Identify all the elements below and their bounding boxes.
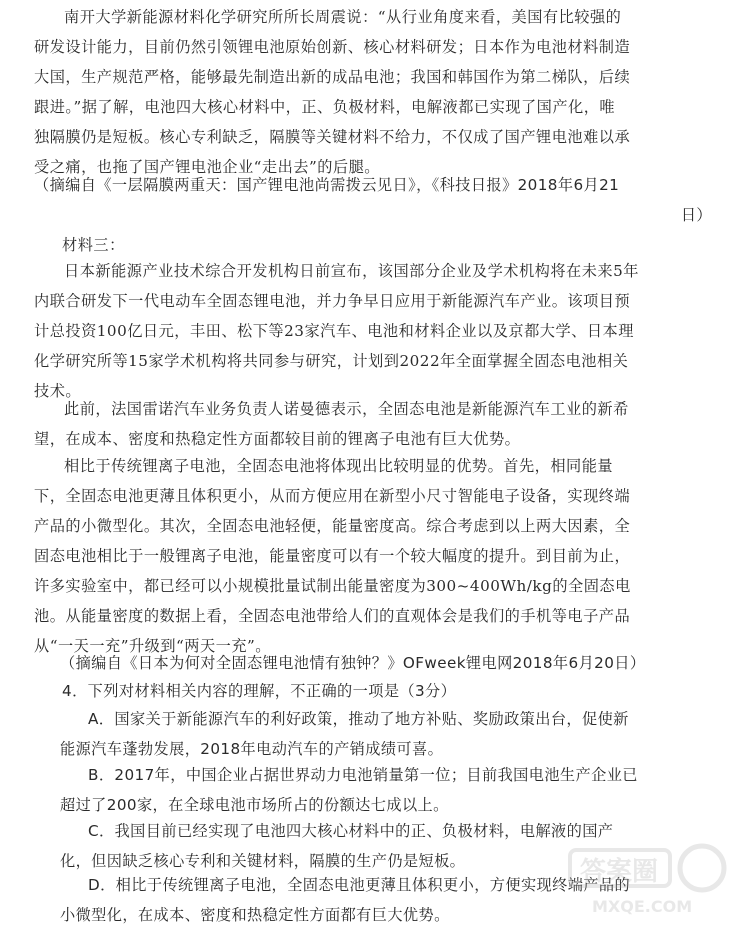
option-line: 化，但因缺乏核心专利和关键材料，隔膜的生产仍是短板。: [60, 852, 466, 870]
option-line: D．相比于传统锂离子电池，全固态电池更薄且体积更小，方便实现终端产品的: [88, 876, 631, 894]
text-line: 池。从能量密度的数据上看，全固态电池带给人们的直观体会是我们的手机等电子产品: [34, 607, 631, 625]
citation-line: （摘编自《日本为何对全固态锂电池情有独钟？》OFweek锂电网2018年6月20日）: [60, 654, 646, 672]
text-line: 研发设计能力，目前仍然引领锂电池原始创新、核心材料研发；日本作为电池材料制造: [34, 38, 631, 56]
option-c[interactable]: [60, 816, 712, 876]
option-b[interactable]: [60, 760, 712, 820]
text-line: 独隔膜仍是短板。核心专利缺乏，隔膜等关键材料不给力，不仅成了国产锂电池难以承: [34, 128, 631, 146]
option-line: B．2017年，中国企业占据世界动力电池销量第一位；目前我国电池生产企业已: [88, 766, 638, 784]
text-line: 产品的小微型化。其次，全固态电池轻便，能量密度高。综合考虑到以上两大因素，全: [34, 517, 631, 535]
source-citation-2: [60, 648, 720, 678]
text-line: 大国，生产规范严格，能够最先制造出新的成品电池；我国和韩国作为第二梯队，后续: [34, 68, 631, 86]
option-line: 小微型化，在成本、密度和热稳定性方面都有巨大优势。: [60, 906, 450, 924]
material3-paragraph-1: [34, 256, 710, 406]
text-line: 固态电池相比于一般锂离子电池，能量密度可以有一个较大幅度的提升。到目前为止，: [34, 547, 631, 565]
text-line: 计总投资100亿日元，丰田、松下等23家汽车、电池和材料企业以及京都大学、日本理: [34, 322, 634, 340]
option-d[interactable]: [60, 870, 712, 930]
option-line: 超过了200家，在全球电池市场所占的份额达七成以上。: [60, 796, 449, 814]
option-a[interactable]: [60, 704, 712, 764]
text-line: 从“一天一充”升级到“两天一充”。: [34, 637, 271, 655]
source-citation-1: [34, 170, 714, 230]
text-line: 望，在成本、密度和热稳定性方面都较目前的锂离子电池有巨大优势。: [34, 430, 521, 448]
watermark-top-text: 答案圈: [580, 857, 659, 887]
text-line: 化学研究所等15家学术机构将共同参与研究，计划到2022年全面掌握全固态电池相关: [34, 352, 629, 370]
citation-line: （摘编自《一层隔膜两重天：国产锂电池尚需拨云见日》，《科技日报》2018年6月21: [34, 176, 620, 194]
text-line: 技术。: [34, 382, 82, 400]
material3-heading: 材料三：: [62, 236, 125, 254]
text-line: 内联合研发下一代电动车全固态锂电池，并力争早日应用于新能源汽车产业。该项目预: [34, 292, 631, 310]
material3-paragraph-3: [34, 451, 710, 661]
question-4-title: 4．下列对材料相关内容的理解，不正确的一项是（3分）: [62, 682, 457, 700]
option-line: A．国家关于新能源汽车的利好政策，推动了地方补贴、奖励政策出台，促使新: [88, 710, 629, 728]
text-line: 跟进。”据了解，电池四大核心材料中，正、负极材料，电解液都已实现了国产化，唯: [34, 98, 616, 116]
citation-line: 日）: [680, 206, 712, 224]
text-line: 下，全固态电池更薄且体积更小，从而方便应用在新型小尺寸智能电子设备，实现终端: [34, 487, 631, 505]
option-line: C．我国目前已经实现了电池四大核心材料中的正、负极材料，电解液的国产: [88, 822, 614, 840]
text-line: 日本新能源产业技术综合开发机构日前宣布，该国部分企业及学术机构将在未来5年: [64, 262, 639, 280]
text-line: 相比于传统锂离子电池，全固态电池将体现出比较明显的优势。首先，相同能量: [64, 457, 614, 475]
watermark-bottom-text: MXQE.COM: [592, 897, 693, 916]
material2-paragraph: [34, 2, 710, 182]
text-line: 受之痛，也拖了国产锂电池企业“走出去”的后腿。: [34, 158, 380, 176]
text-line: 此前，法国雷诺汽车业务负责人诺曼德表示，全固态电池是新能源汽车工业的新希: [64, 400, 629, 418]
material3-paragraph-2: [34, 394, 710, 454]
option-line: 能源汽车蓬勃发展，2018年电动汽车的产销成绩可喜。: [60, 740, 444, 758]
text-line: 南开大学新能源材料化学研究所所长周震说：“从行业角度来看，美国有比较强的: [64, 8, 622, 26]
text-line: 许多实验室中，都已经可以小规模批量试制出能量密度为300~400Wh/kg的全固态电: [34, 577, 631, 595]
